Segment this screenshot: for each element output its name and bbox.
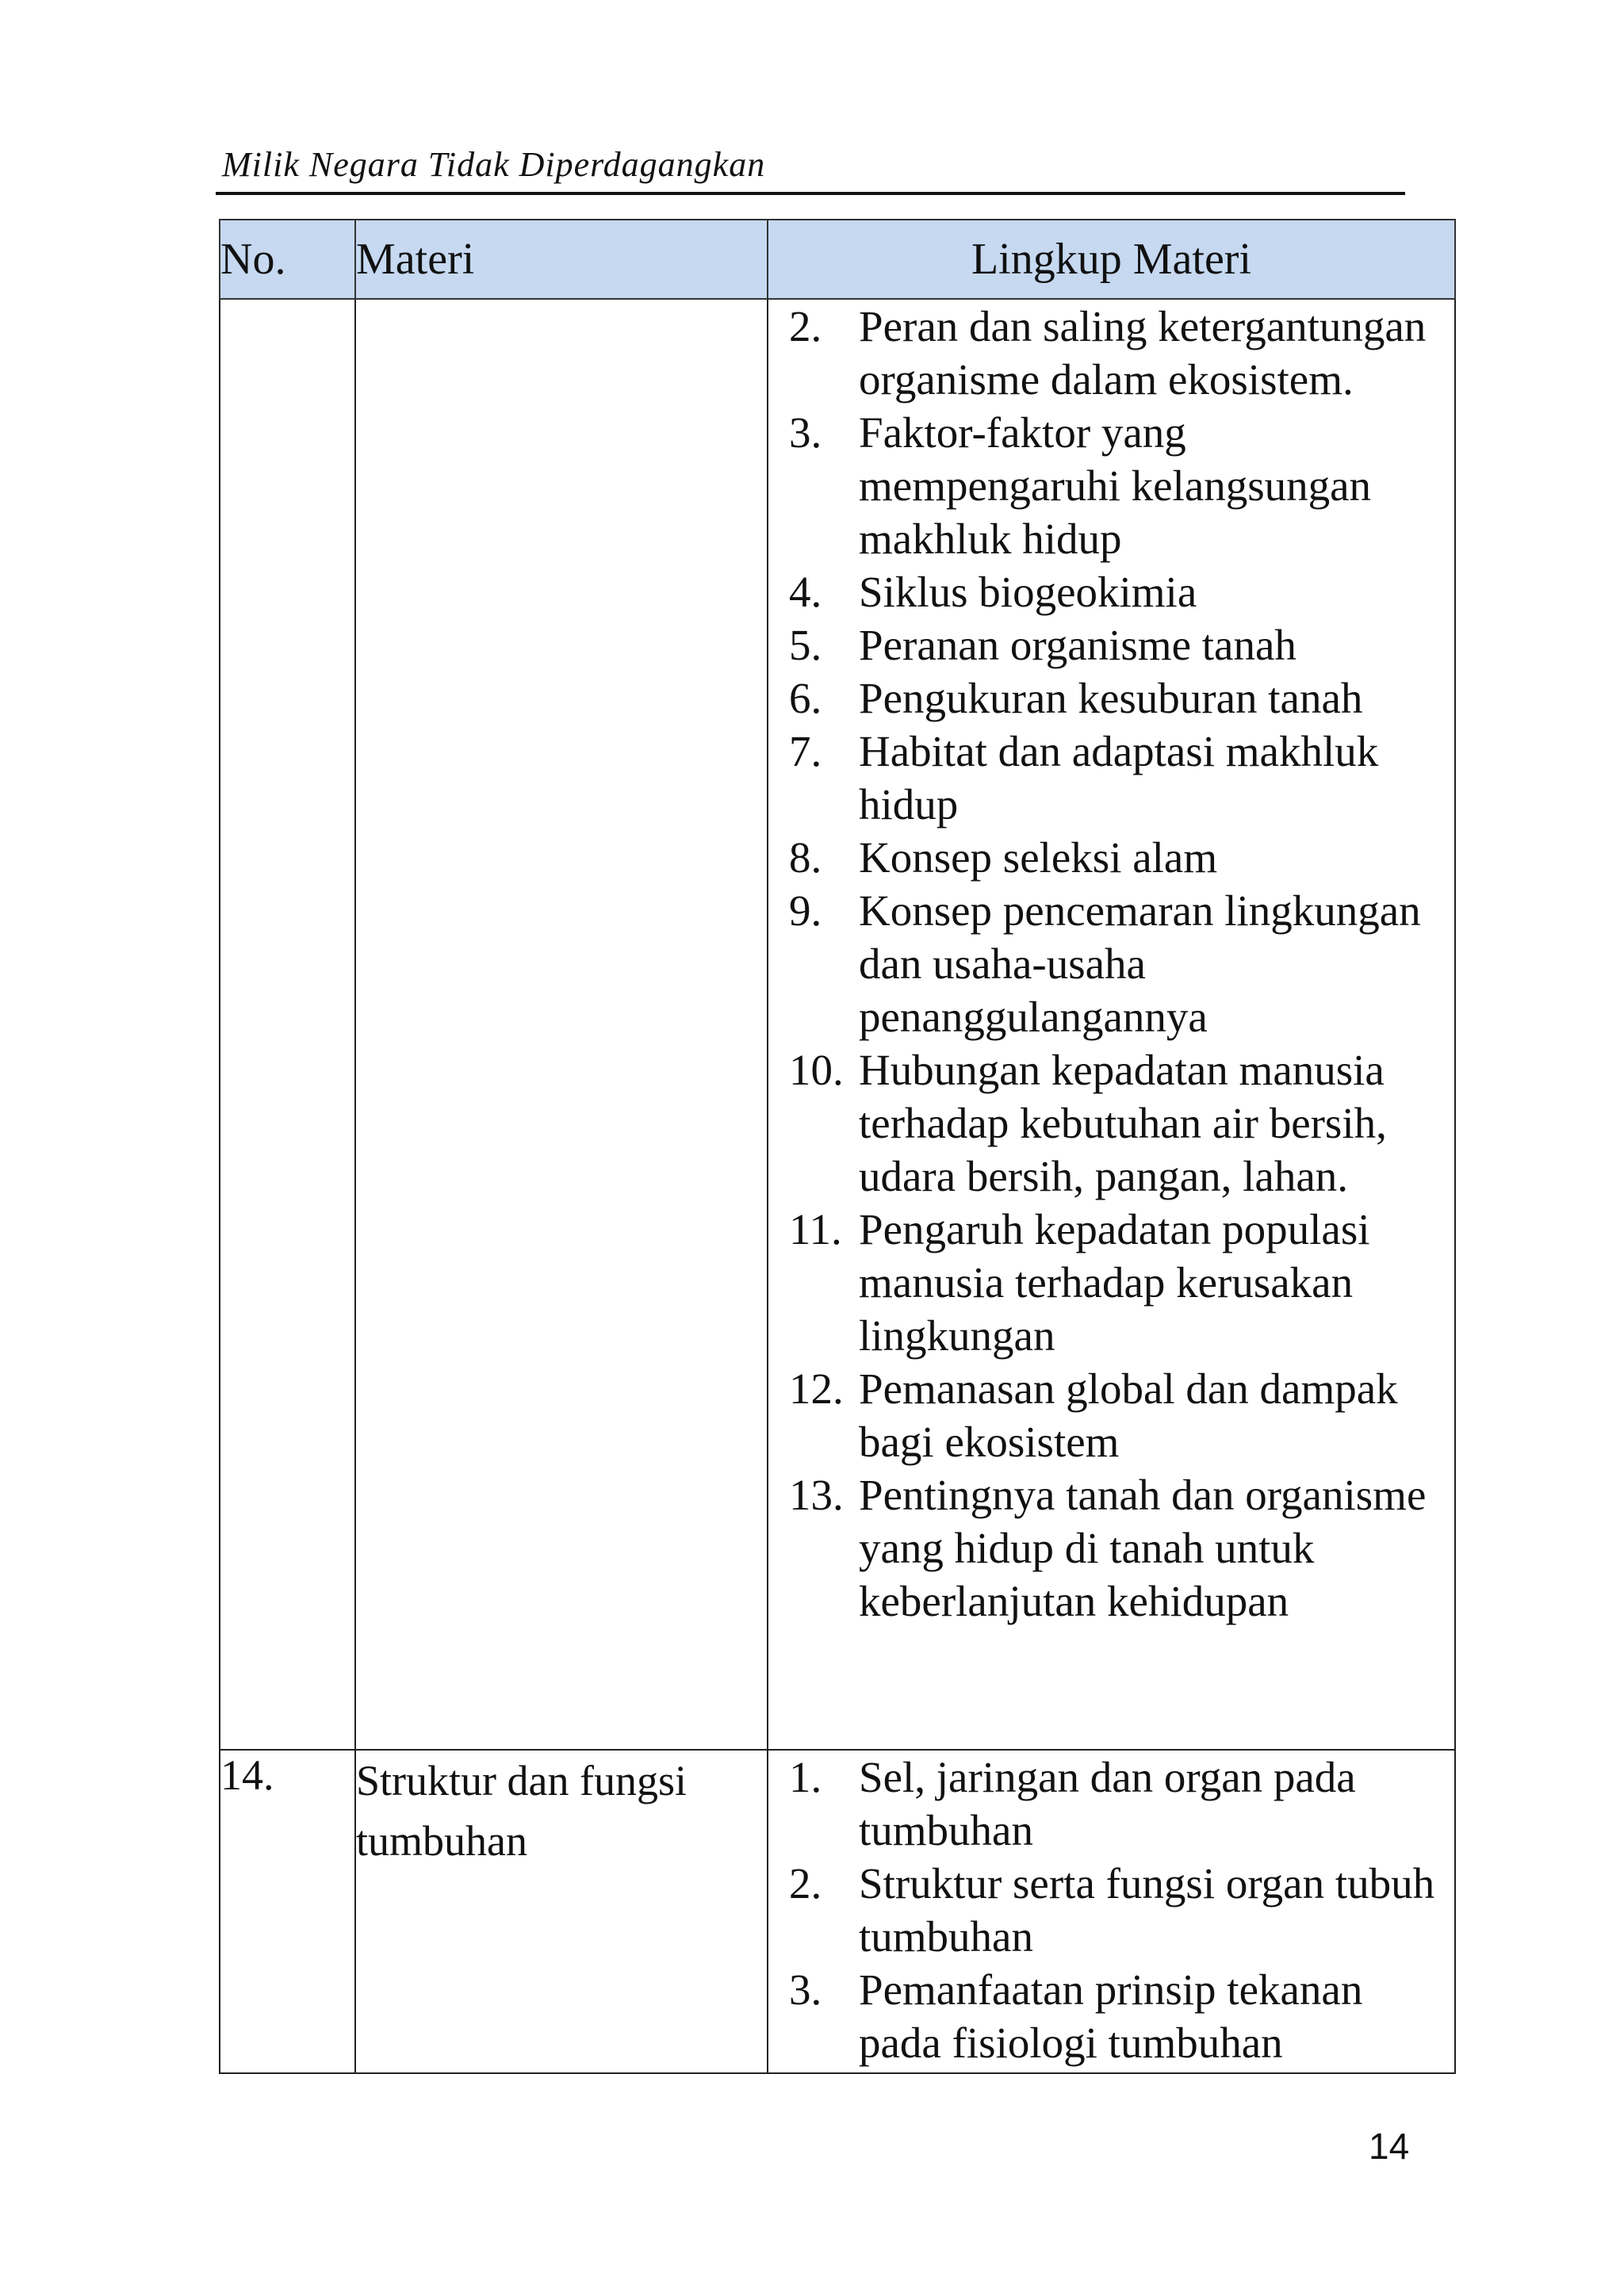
- list-item: [768, 1857, 1454, 1963]
- list-item: [768, 1362, 1454, 1468]
- list-item: [768, 618, 1454, 672]
- item-number: 12.: [789, 1364, 844, 1413]
- header-lingkup-materi: Lingkup Materi: [768, 220, 1455, 299]
- list-item: [768, 300, 1454, 406]
- row-lingkup-cell: [768, 299, 1455, 1750]
- item-number: 4.: [789, 568, 822, 616]
- list-item: [768, 725, 1454, 831]
- item-text: Hubungan kepadatan manusia terhadap kebutuhan air bersih, udara bersih, pangan, lahan.: [859, 1046, 1387, 1200]
- item-number: 3.: [789, 1965, 822, 2014]
- item-text: Konsep seleksi alam: [859, 833, 1218, 882]
- item-text: Konsep pencemaran lingkungan dan usaha-usaha penanggulangannya: [859, 886, 1421, 1041]
- item-number: 11.: [789, 1205, 842, 1253]
- page-number: 14: [1369, 2126, 1410, 2167]
- item-number: 7.: [789, 727, 822, 775]
- table-row: [220, 1750, 1455, 2073]
- item-text: Pengukuran kesuburan tanah: [859, 674, 1363, 722]
- list-item: [768, 1468, 1454, 1628]
- item-number: 2.: [789, 1859, 822, 1908]
- item-text: Siklus biogeokimia: [859, 568, 1197, 616]
- item-text: Sel, jaringan dan organ pada tumbuhan: [859, 1753, 1356, 1854]
- item-text: Pemanasan global dan dampak bagi ekosistem: [859, 1364, 1398, 1466]
- item-text: Pentingnya tanah dan organisme yang hidup di tanah untuk keberlanjutan kehidupan: [859, 1471, 1427, 1625]
- list-item: [768, 1203, 1454, 1362]
- item-number: 13.: [789, 1471, 844, 1519]
- row-materi-cell: [355, 299, 768, 1750]
- item-number: 9.: [789, 886, 822, 935]
- item-text: Peran dan saling ketergantungan organisme dalam ekosistem.: [859, 302, 1427, 404]
- header-materi: Materi: [355, 220, 768, 299]
- list-item: [768, 1963, 1454, 2069]
- header-rule: [216, 192, 1405, 195]
- item-number: 6.: [789, 674, 822, 722]
- table-header-row: [220, 220, 1455, 299]
- item-number: 3.: [789, 408, 822, 457]
- item-text: Struktur serta fungsi organ tubuh tumbuhan: [859, 1859, 1435, 1961]
- item-text: Pengaruh kepadatan populasi manusia terhadap kerusakan lingkungan: [859, 1205, 1370, 1360]
- scope-list: [768, 1751, 1454, 2069]
- list-item: [768, 1043, 1454, 1203]
- item-number: 1.: [789, 1753, 822, 1801]
- list-item: [768, 672, 1454, 725]
- row-no-cell: 14.: [220, 1750, 355, 2073]
- item-number: 5.: [789, 621, 822, 669]
- item-text: Habitat dan adaptasi makhluk hidup: [859, 727, 1379, 828]
- row-no-cell: [220, 299, 355, 1750]
- row-materi-cell: Struktur dan fungsi tumbuhan: [355, 1750, 768, 2073]
- table-row: [220, 299, 1455, 1750]
- item-text: Peranan organisme tanah: [859, 621, 1297, 669]
- item-text: Faktor-faktor yang mempengaruhi kelangsungan makhluk hidup: [859, 408, 1372, 563]
- list-item: [768, 884, 1454, 1043]
- header-no: No.: [220, 220, 355, 299]
- list-item: [768, 1751, 1454, 1857]
- list-item: [768, 565, 1454, 618]
- syllabus-table: [219, 219, 1456, 2074]
- item-number: 8.: [789, 833, 822, 882]
- list-item: [768, 406, 1454, 565]
- list-item: [768, 831, 1454, 884]
- item-number: 10.: [789, 1046, 844, 1094]
- item-number: 2.: [789, 302, 822, 350]
- running-header: Milik Negara Tidak Diperdagangkan: [222, 145, 766, 184]
- item-text: Pemanfaatan prinsip tekanan pada fisiologi tumbuhan: [859, 1965, 1363, 2067]
- scope-list: [768, 300, 1454, 1628]
- row-lingkup-cell: [768, 1750, 1455, 2073]
